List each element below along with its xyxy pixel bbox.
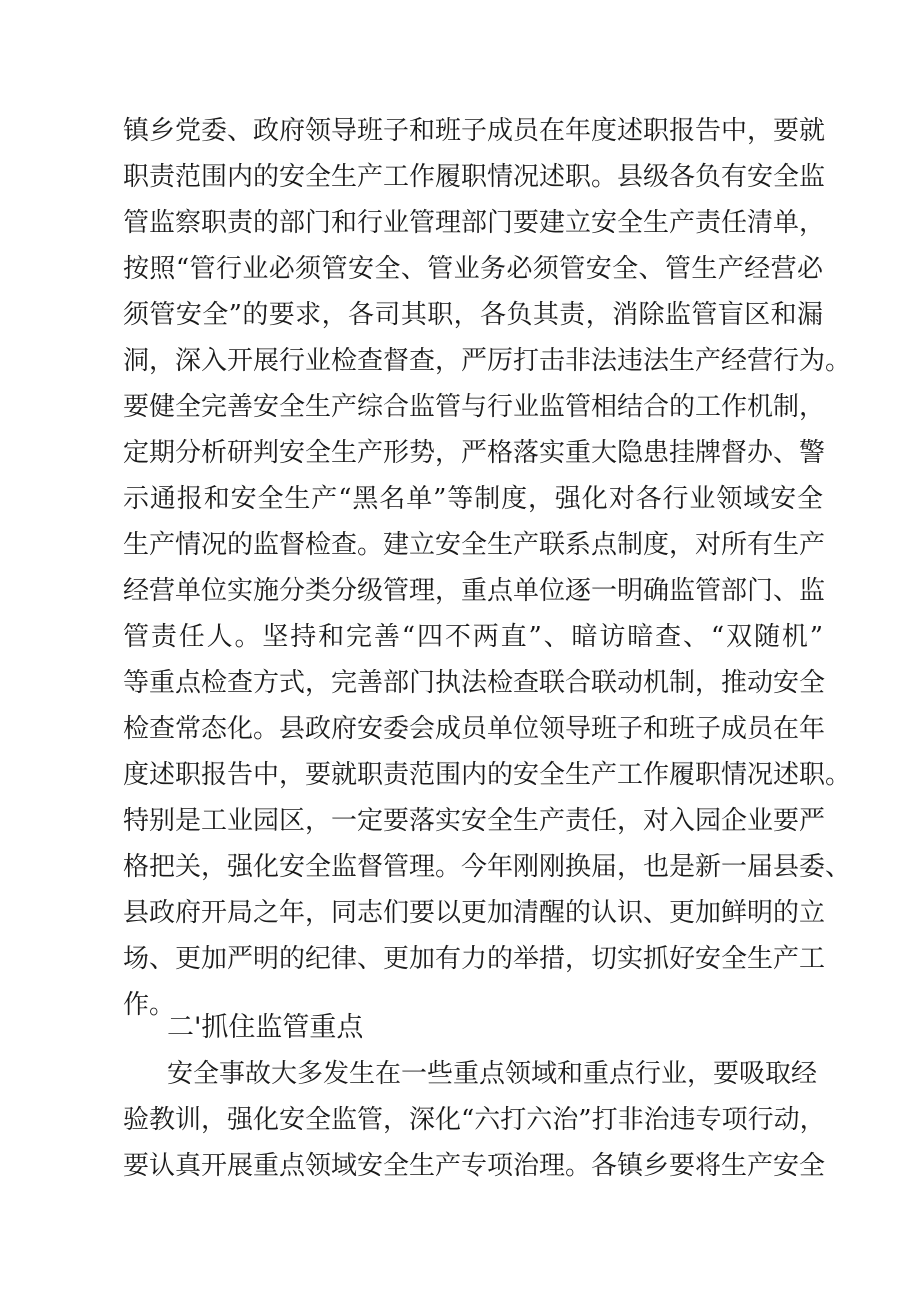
paragraph-1-line: 等重点检查方式，完善部门执法检查联合联动机制，推动安全 <box>123 668 826 698</box>
paragraph-2 <box>123 1051 826 1189</box>
paragraph-1-line: 镇乡党委、政府领导班子和班子成员在年度述职报告中，要就 <box>123 116 826 146</box>
paragraph-1-line: 经营单位实施分类分级管理，重点单位逐一明确监管部门、监 <box>123 576 826 606</box>
paragraph-1-line: 管监察职责的部门和行业管理部门要建立安全生产责任清单， <box>123 208 826 238</box>
paragraph-1-line: 作。 <box>123 990 176 1020</box>
paragraph-2-line: 安全事故大多发生在一些重点领域和重点行业，要吸取经 <box>167 1059 818 1089</box>
paragraph-1-line: 县政府开局之年，同志们要以更加清醒的认识、更加鲜明的立 <box>123 898 826 928</box>
paragraph-1-line: 须管安全”的要求，各司其职，各负其责，消除监管盲区和漏 <box>123 300 823 330</box>
paragraph-1-line: 检查常态化。县政府安委会成员单位领导班子和班子成员在年 <box>123 714 826 744</box>
paragraph-1-line: 管责任人。坚持和完善“四不两直”、暗访暗查、“双随机” <box>123 622 823 652</box>
paragraph-2-line: 要认真开展重点领域安全生产专项治理。各镇乡要将生产安全 <box>123 1151 826 1181</box>
paragraph-1-line: 格把关，强化安全监督管理。今年刚刚换届，也是新一届县委、 <box>123 852 852 882</box>
paragraph-1-line: 度述职报告中，要就职责范围内的安全生产工作履职情况述职。 <box>123 760 852 790</box>
paragraph-1-line: 示通报和安全生产“黑名单”等制度，强化对各行业领域安全 <box>123 484 823 514</box>
paragraph-1-line: 特别是工业园区，一定要落实安全生产责任，对入园企业要严 <box>123 806 826 836</box>
paragraph-1-line: 生产情况的监督检查。建立安全生产联系点制度，对所有生产 <box>123 530 826 560</box>
paragraph-1-line: 定期分析研判安全生产形势，严格落实重大隐患挂牌督办、警 <box>123 438 826 468</box>
section-heading: 二'抓住监管重点 <box>167 1012 364 1043</box>
paragraph-2-line: 验教训，强化安全监管，深化“六打六治”打非治违专项行动， <box>123 1105 826 1135</box>
paragraph-1 <box>123 108 852 1028</box>
paragraph-1-line: 按照“管行业必须管安全、管业务必须管安全、管生产经营必 <box>123 254 823 284</box>
paragraph-1-line: 场、更加严明的纪律、更加有力的举措，切实抓好安全生产工 <box>123 944 826 974</box>
paragraph-1-line: 要健全完善安全生产综合监管与行业监管相结合的工作机制， <box>123 392 826 422</box>
paragraph-1-line: 洞，深入开展行业检查督查，严厉打击非法违法生产经营行为。 <box>123 346 852 376</box>
paragraph-1-line: 职责范围内的安全生产工作履职情况述职。县级各负有安全监 <box>123 162 826 192</box>
